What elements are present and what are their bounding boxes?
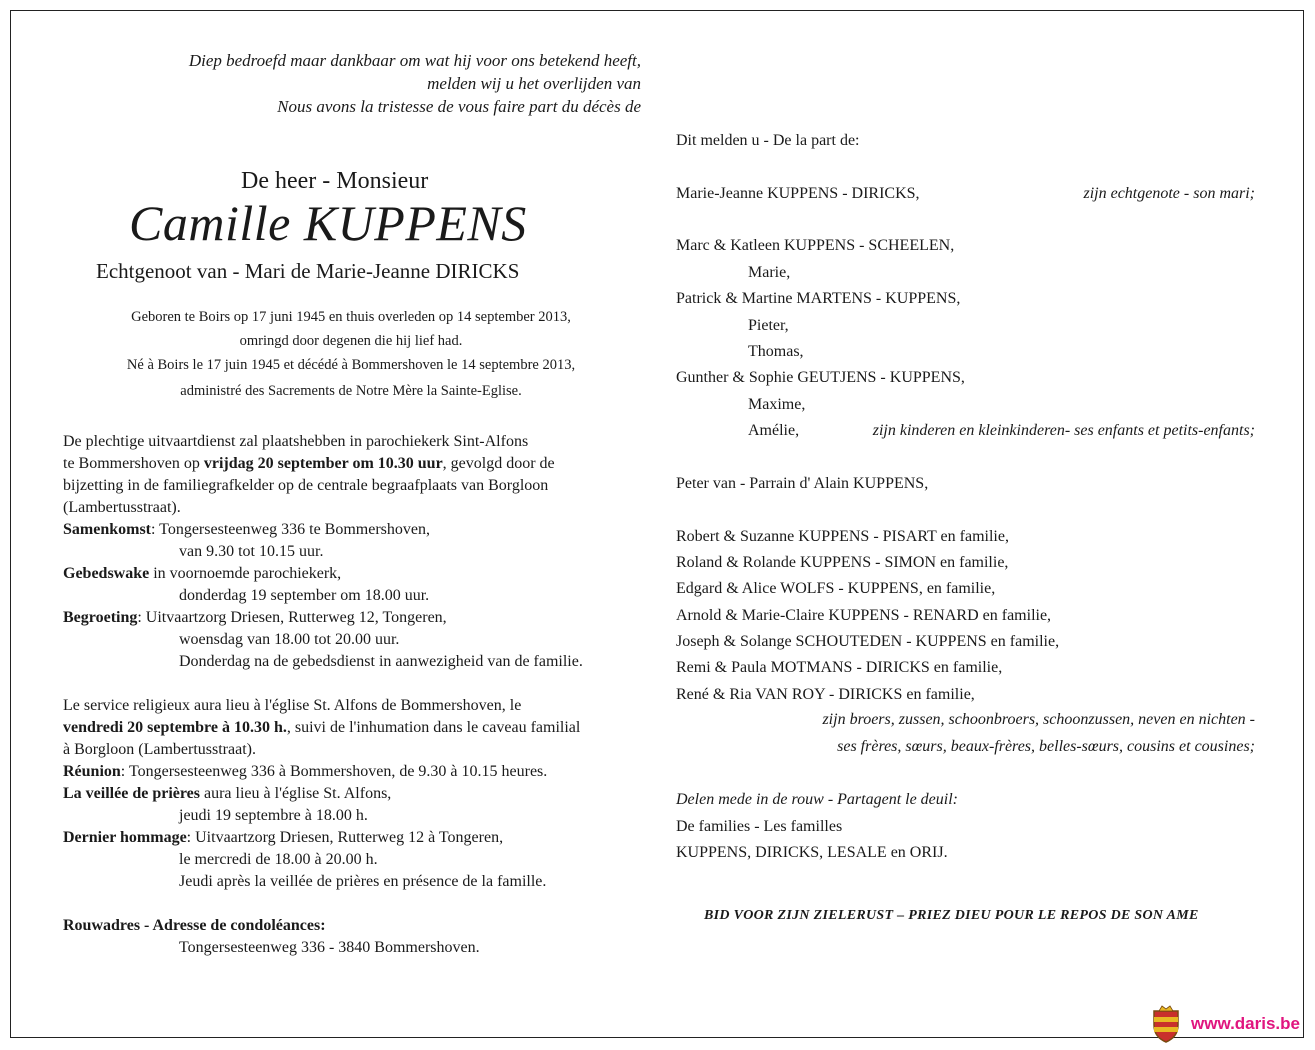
nl-visitation: Begroeting: Uitvaartzorg Driesen, Rutterweg 12, Tongeren,	[63, 609, 447, 626]
site-watermark	[1151, 1005, 1300, 1043]
announcement-header: Dit melden u - De la part de:	[676, 132, 860, 149]
siblings-role-nl: zijn broers, zussen, schoonbroers, schoonzussen, neven en nichten -	[822, 711, 1255, 728]
sibling-7: René & Ria VAN ROY - DIRICKS en familie,	[676, 686, 975, 703]
nl-prayer-vigil: Gebedswake in voornoemde parochiekerk,	[63, 565, 342, 582]
grandchild-3: Thomas,	[748, 343, 804, 360]
honorific: De heer - Monsieur	[241, 168, 429, 194]
sibling-5: Joseph & Solange SCHOUTEDEN - KUPPENS en familie,	[676, 633, 1060, 650]
share-grief: Delen mede in de rouw - Partagent le deuil:	[676, 791, 958, 808]
sibling-1: Robert & Suzanne KUPPENS - PISART en familie,	[676, 528, 1009, 545]
condolence-address: Rouwadres - Adresse de condoléances: Tongersesteenweg 336 - 3840 Bommershoven.	[63, 917, 480, 956]
sibling-2: Roland & Rolande KUPPENS - SIMON en familie,	[676, 554, 1009, 571]
grandchild-1: Marie,	[748, 264, 791, 281]
intro-line-2: melden wij u het overlijden van	[427, 74, 641, 93]
coat-of-arms-icon	[1151, 1005, 1181, 1043]
fr-prayer-vigil: La veillée de prières aura lieu à l'église St. Alfons,	[63, 785, 392, 802]
child-3: Gunther & Sophie GEUTJENS - KUPPENS,	[676, 369, 965, 386]
birth-line-1: Geboren te Boirs op 17 juni 1945 en thuis overleden op 14 september 2013,	[131, 309, 571, 325]
fr-visitation: Dernier hommage: Uitvaartzorg Driesen, Rutterweg 12 à Tongeren,	[63, 829, 504, 846]
godfather-line: Peter van - Parrain d' Alain KUPPENS,	[676, 475, 929, 492]
birth-line-3: Né à Boirs le 17 juin 1945 et décédé à Bommershoven le 14 septembre 2013,	[126, 357, 576, 373]
nl-service-text: De plechtige uitvaartdienst zal plaatshebben in parochiekerk Sint-Alfons te Bommershoven op vrijdag 20 september om 10.30 uur, gevolgd door de bijzetting in de familiegrafkelder op de centrale begraafplaats van Borgloon (Lambertusstraat). Samenkomst: Tongersesteenweg 336 te Bommershoven, van 9.30 tot 10.15 uur. Gebedswake in voornoemde parochiekerk, donderdag 19 september om 18.00 uur. Begroeting: Uitvaartzorg Driesen, Rutterweg 12, Tongeren, woensdag van 18.00 tot 20.00 uur. Donderdag na de gebedsdienst in aanwezigheid van de familie.	[63, 433, 583, 670]
spouse-line: Echtgenoot van - Mari de Marie-Jeanne DIRICKS	[96, 259, 520, 283]
intro-line-1: Diep bedroefd maar dankbaar om wat hij voor ons betekend heeft,	[188, 51, 641, 70]
grandchild-2: Pieter,	[748, 317, 789, 334]
grandchild-4: Maxime,	[748, 396, 806, 413]
closing-prayer: BID VOOR ZIJN ZIELERUST – PRIEZ DIEU POUR LE REPOS DE SON AME	[704, 908, 1199, 923]
sibling-4: Arnold & Marie-Claire KUPPENS - RENARD en familie,	[676, 607, 1052, 624]
sibling-3: Edgard & Alice WOLFS - KUPPENS, en familie,	[676, 580, 996, 597]
widow-name: Marie-Jeanne KUPPENS - DIRICKS,	[676, 185, 920, 202]
families-label: De families - Les familles	[676, 818, 843, 835]
siblings-role-fr: ses frères, sœurs, beaux-frères, belles-sœurs, cousins et cousines;	[837, 738, 1255, 755]
birth-line-4: administré des Sacrements de Notre Mère la Sainte-Eglise.	[180, 383, 522, 399]
deceased-name: Camille KUPPENS	[129, 195, 527, 251]
site-url[interactable]: www.daris.be	[1191, 1014, 1300, 1033]
children-role: zijn kinderen en kleinkinderen- ses enfants et petits-enfants;	[872, 422, 1255, 439]
widow-role: zijn echtgenote - son mari;	[1083, 185, 1255, 202]
grandchild-5: Amélie,	[748, 422, 800, 439]
family-names: KUPPENS, DIRICKS, LESALE en ORIJ.	[676, 844, 948, 861]
child-1: Marc & Katleen KUPPENS - SCHEELEN,	[676, 237, 955, 254]
intro-line-3: Nous avons la tristesse de vous faire part du décès de	[277, 97, 641, 116]
fr-gathering: Réunion: Tongersesteenweg 336 à Bommershoven, de 9.30 à 10.15 heures.	[63, 763, 548, 780]
sibling-6: Remi & Paula MOTMANS - DIRICKS en familie,	[676, 659, 1003, 676]
birth-line-2: omringd door degenen die hij lief had.	[239, 333, 463, 349]
fr-service-text: Le service religieux aura lieu à l'église St. Alfons de Bommershoven, le vendredi 20 septembre à 10.30 h., suivi de l'inhumation dans le caveau familial à Borgloon (Lambertusstraat). Réunion: Tongersesteenweg 336 à Bommershoven, de 9.30 à 10.15 heures. La veillée de prières aura lieu à l'église St. Alfons, jeudi 19 septembre à 18.00 h. Dernier hommage: Uitvaartzorg Driesen, Rutterweg 12 à Tongeren, le mercredi de 18.00 à 20.00 h. Jeudi après la veillée de prières en présence de la famille.	[63, 697, 581, 890]
child-2: Patrick & Martine MARTENS - KUPPENS,	[676, 290, 961, 307]
memorial-card	[10, 10, 1304, 1038]
nl-gathering: Samenkomst: Tongersesteenweg 336 te Bommershoven,	[63, 521, 430, 538]
